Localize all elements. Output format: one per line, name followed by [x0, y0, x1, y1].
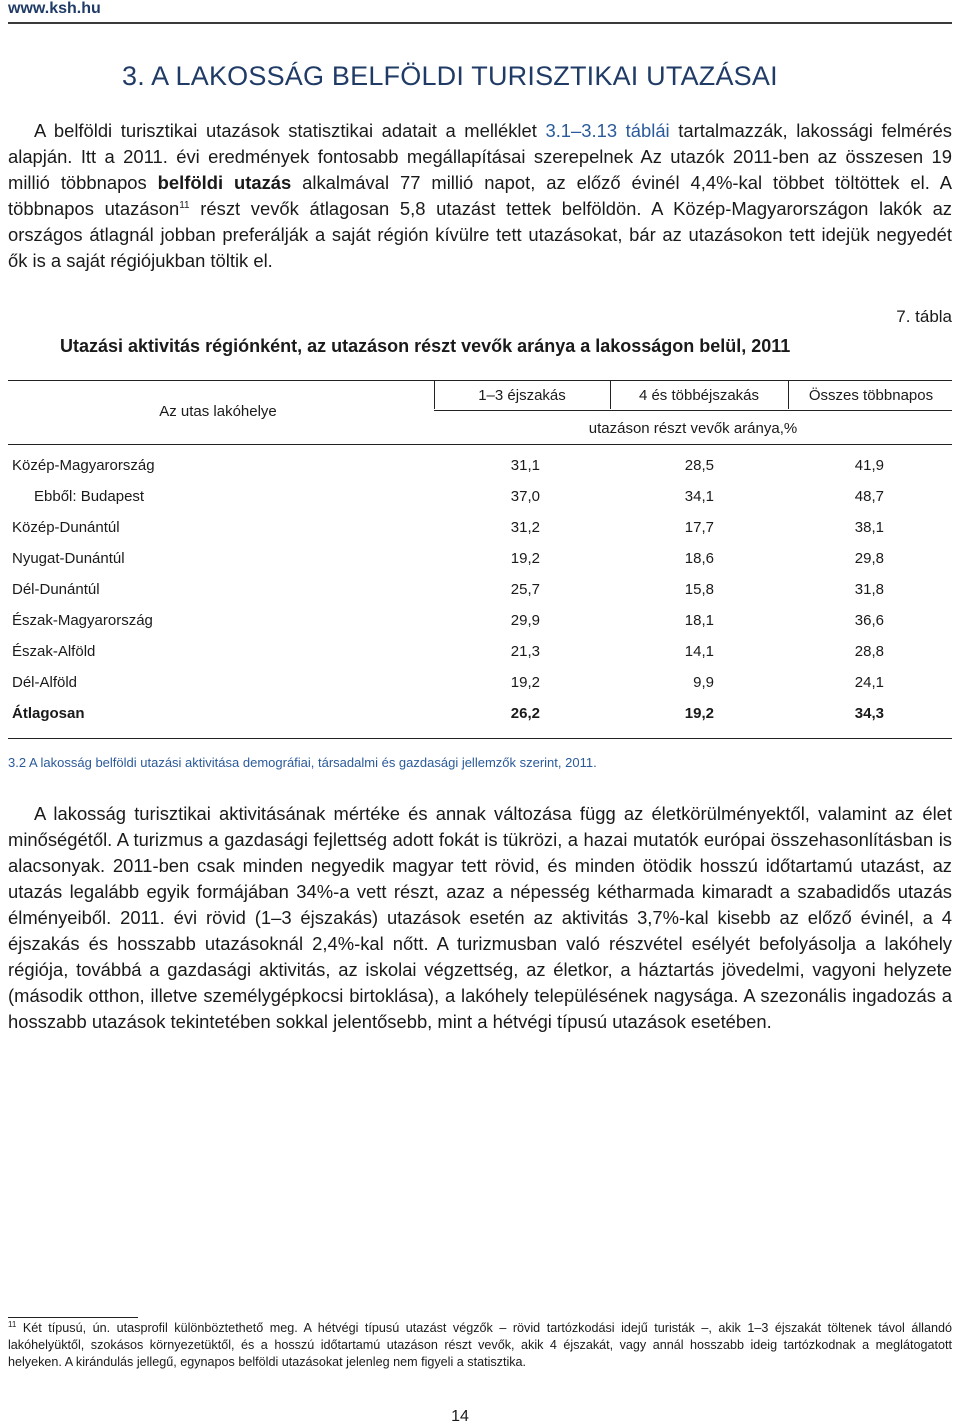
table-row [0, 643, 960, 665]
col-header-4-plus-nights: 4 és többéjszakás [638, 387, 760, 404]
body-paragraph: A lakosság turisztikai aktivitásának mértéke és annak változása függ az életkörülményektől, valamint az élet minőségétől. A turizmus a gazdasági fejlettség adott fokát is tükrözi, a hazai mutatók európai összehasonlításban is alacsonyak. 2011-ben csak minden negyedik magyar tett rövid, és minden ötödik hosszú időtartamú utazást, az utazás legalább egyik formájában 34%-a vett részt, azaz a népesség kétharmada kimaradt a szabadidős utazás élményeiből. 2011. évi rövid (1–3 éjszakás) utazások esetén az aktivitás 3,7%-kal kisebb az előző évinél, a 4 éjszakás és hosszabb utazásoknál 2,4%-kal nőtt. A turizmusban való részvétel esélyét befolyásolja a lakóhely régiója, továbbá a gazdasági aktivitás, az iskolai végzettség, az életkor, a háztartás jövedelmi, vagyoni helyzete (második otthon, illetve személygépkocsi birtoklása), a lakóhely településének nagysága. A szezonális ingadozás a hosszabb utazások tekintetében sokkal jelentősebb, mint a hétvégi típusú utazások esetében. [8, 803, 952, 1032]
value-1-3-nights: 19,2 [510, 674, 540, 691]
related-table-link[interactable]: 3.2 A lakosság belföldi utazási aktivitása demográfiai, társadalmi és gazdasági jellemzők szerint, 2011. [8, 755, 597, 770]
table-row [0, 488, 960, 510]
value-4-plus-nights: 28,5 [684, 457, 714, 474]
value-1-3-nights: 29,9 [510, 612, 540, 629]
value-total: 36,6 [854, 612, 884, 629]
value-total: 34,3 [854, 705, 884, 722]
value-total: 31,8 [854, 581, 884, 598]
value-1-3-nights: 19,2 [510, 550, 540, 567]
table-row [0, 519, 960, 541]
footnote-ref-11[interactable]: 11 [179, 200, 190, 211]
header-bottom-rule [8, 444, 952, 445]
header-rule [8, 22, 952, 24]
place-column-header: Az utas lakóhelye [159, 403, 277, 420]
table-row [0, 612, 960, 634]
table-row-average [0, 705, 960, 727]
value-total: 38,1 [854, 519, 884, 536]
chapter-title: 3. A LAKOSSÁG BELFÖLDI TURISZTIKAI UTAZÁSAI [122, 61, 778, 91]
value-total: 41,9 [854, 457, 884, 474]
value-1-3-nights: 26,2 [510, 705, 540, 722]
appendix-tables-link[interactable]: 3.1–3.13 táblái [545, 120, 670, 141]
row-label: Közép-Magyarország [12, 457, 155, 474]
row-label: Nyugat-Dunántúl [12, 550, 125, 567]
row-label: Közép-Dunántúl [12, 519, 120, 536]
value-total: 48,7 [854, 488, 884, 505]
row-label: Dél-Alföld [12, 674, 78, 691]
table-title: Utazási aktivitás régiónként, az utazáson részt vevők aránya a lakosságon belül, 2011 [60, 336, 791, 356]
footnote-marker: 11 [8, 1320, 17, 1329]
table-top-rule [8, 380, 952, 381]
value-4-plus-nights: 17,7 [684, 519, 714, 536]
row-label: Átlagosan [12, 705, 85, 722]
row-label: Észak-Magyarország [12, 612, 153, 629]
intro-paragraph: A belföldi turisztikai utazások statisztikai adatait a melléklet 3.1–3.13 táblái tartalmazzák, lakossági felmérés alapján. Itt a 2011. évi eredmények fontosabb megállapításai szerepelnek Az utazók 2011-ben az összesen 19 millió többnapos belföldi utazás alkalmával 77 millió napot, az előző évinél 4,4%-kal többet töltöttek el. A többnapos utazáson$^{11}$ részt vevők átlagosan 5,8 utazást tettek belföldön. A Közép-Magyarországon lakók az országos átlagnál jobban preferálják a saját régión kívülre tett utazásokat, bár az utazásokon tett idejük negyedét ők is a saját régiójukban töltik el. [8, 120, 953, 271]
emphasis-domestic-travel: belföldi utazás [157, 172, 292, 193]
table-row [0, 674, 960, 696]
column-separator [610, 381, 611, 409]
header-sub-rule [434, 410, 952, 411]
table-row [0, 550, 960, 572]
page-number: 14 [451, 1408, 469, 1425]
column-separator [434, 381, 435, 409]
value-4-plus-nights: 18,6 [684, 550, 714, 567]
value-4-plus-nights: 15,8 [684, 581, 714, 598]
value-4-plus-nights: 14,1 [684, 643, 714, 660]
table-bottom-rule [8, 738, 952, 739]
footnote-rule [8, 1317, 138, 1318]
row-label: Észak-Alföld [12, 643, 96, 660]
value-total: 24,1 [854, 674, 884, 691]
value-4-plus-nights: 9,9 [693, 674, 714, 691]
table-number: 7. tábla [896, 307, 952, 326]
col-header-1-3-nights: 1–3 éjszakás [478, 387, 566, 404]
value-1-3-nights: 37,0 [510, 488, 540, 505]
row-label: Ebből: Budapest [34, 488, 145, 505]
site-url[interactable]: www.ksh.hu [8, 0, 101, 17]
value-1-3-nights: 25,7 [510, 581, 540, 598]
value-4-plus-nights: 19,2 [684, 705, 714, 722]
value-1-3-nights: 31,1 [510, 457, 540, 474]
table-row [0, 457, 960, 479]
column-separator [788, 381, 789, 409]
value-1-3-nights: 31,2 [510, 519, 540, 536]
footnote: $^{11}$ Két típusú, ún. utasprofil különböztethető meg. A hétvégi típusú utazást végzők – rövid tartózkodási idejű turisták –, akik 1–3 éjszakát töltenek távol állandó lakóhelyüktől, szokásos környezetüktől, és a hosszú időtartamú utazáson részt vevők, akik 4 éjszakát, vagy annál hosszabb ideig tartózkodnak a meglátogatott helyeken. A kirándulás jellegű, egynapos belföldi utazásokat jelenleg nem figyeli a statisztika. [8, 1320, 952, 1369]
table-row [0, 581, 960, 603]
value-1-3-nights: 21,3 [510, 643, 540, 660]
col-header-total: Összes többnapos [808, 387, 934, 404]
value-4-plus-nights: 18,1 [684, 612, 714, 629]
value-total: 28,8 [854, 643, 884, 660]
row-label: Dél-Dunántúl [12, 581, 100, 598]
value-total: 29,8 [854, 550, 884, 567]
unit-header: utazáson részt vevők aránya,% [588, 420, 798, 437]
value-4-plus-nights: 34,1 [684, 488, 714, 505]
